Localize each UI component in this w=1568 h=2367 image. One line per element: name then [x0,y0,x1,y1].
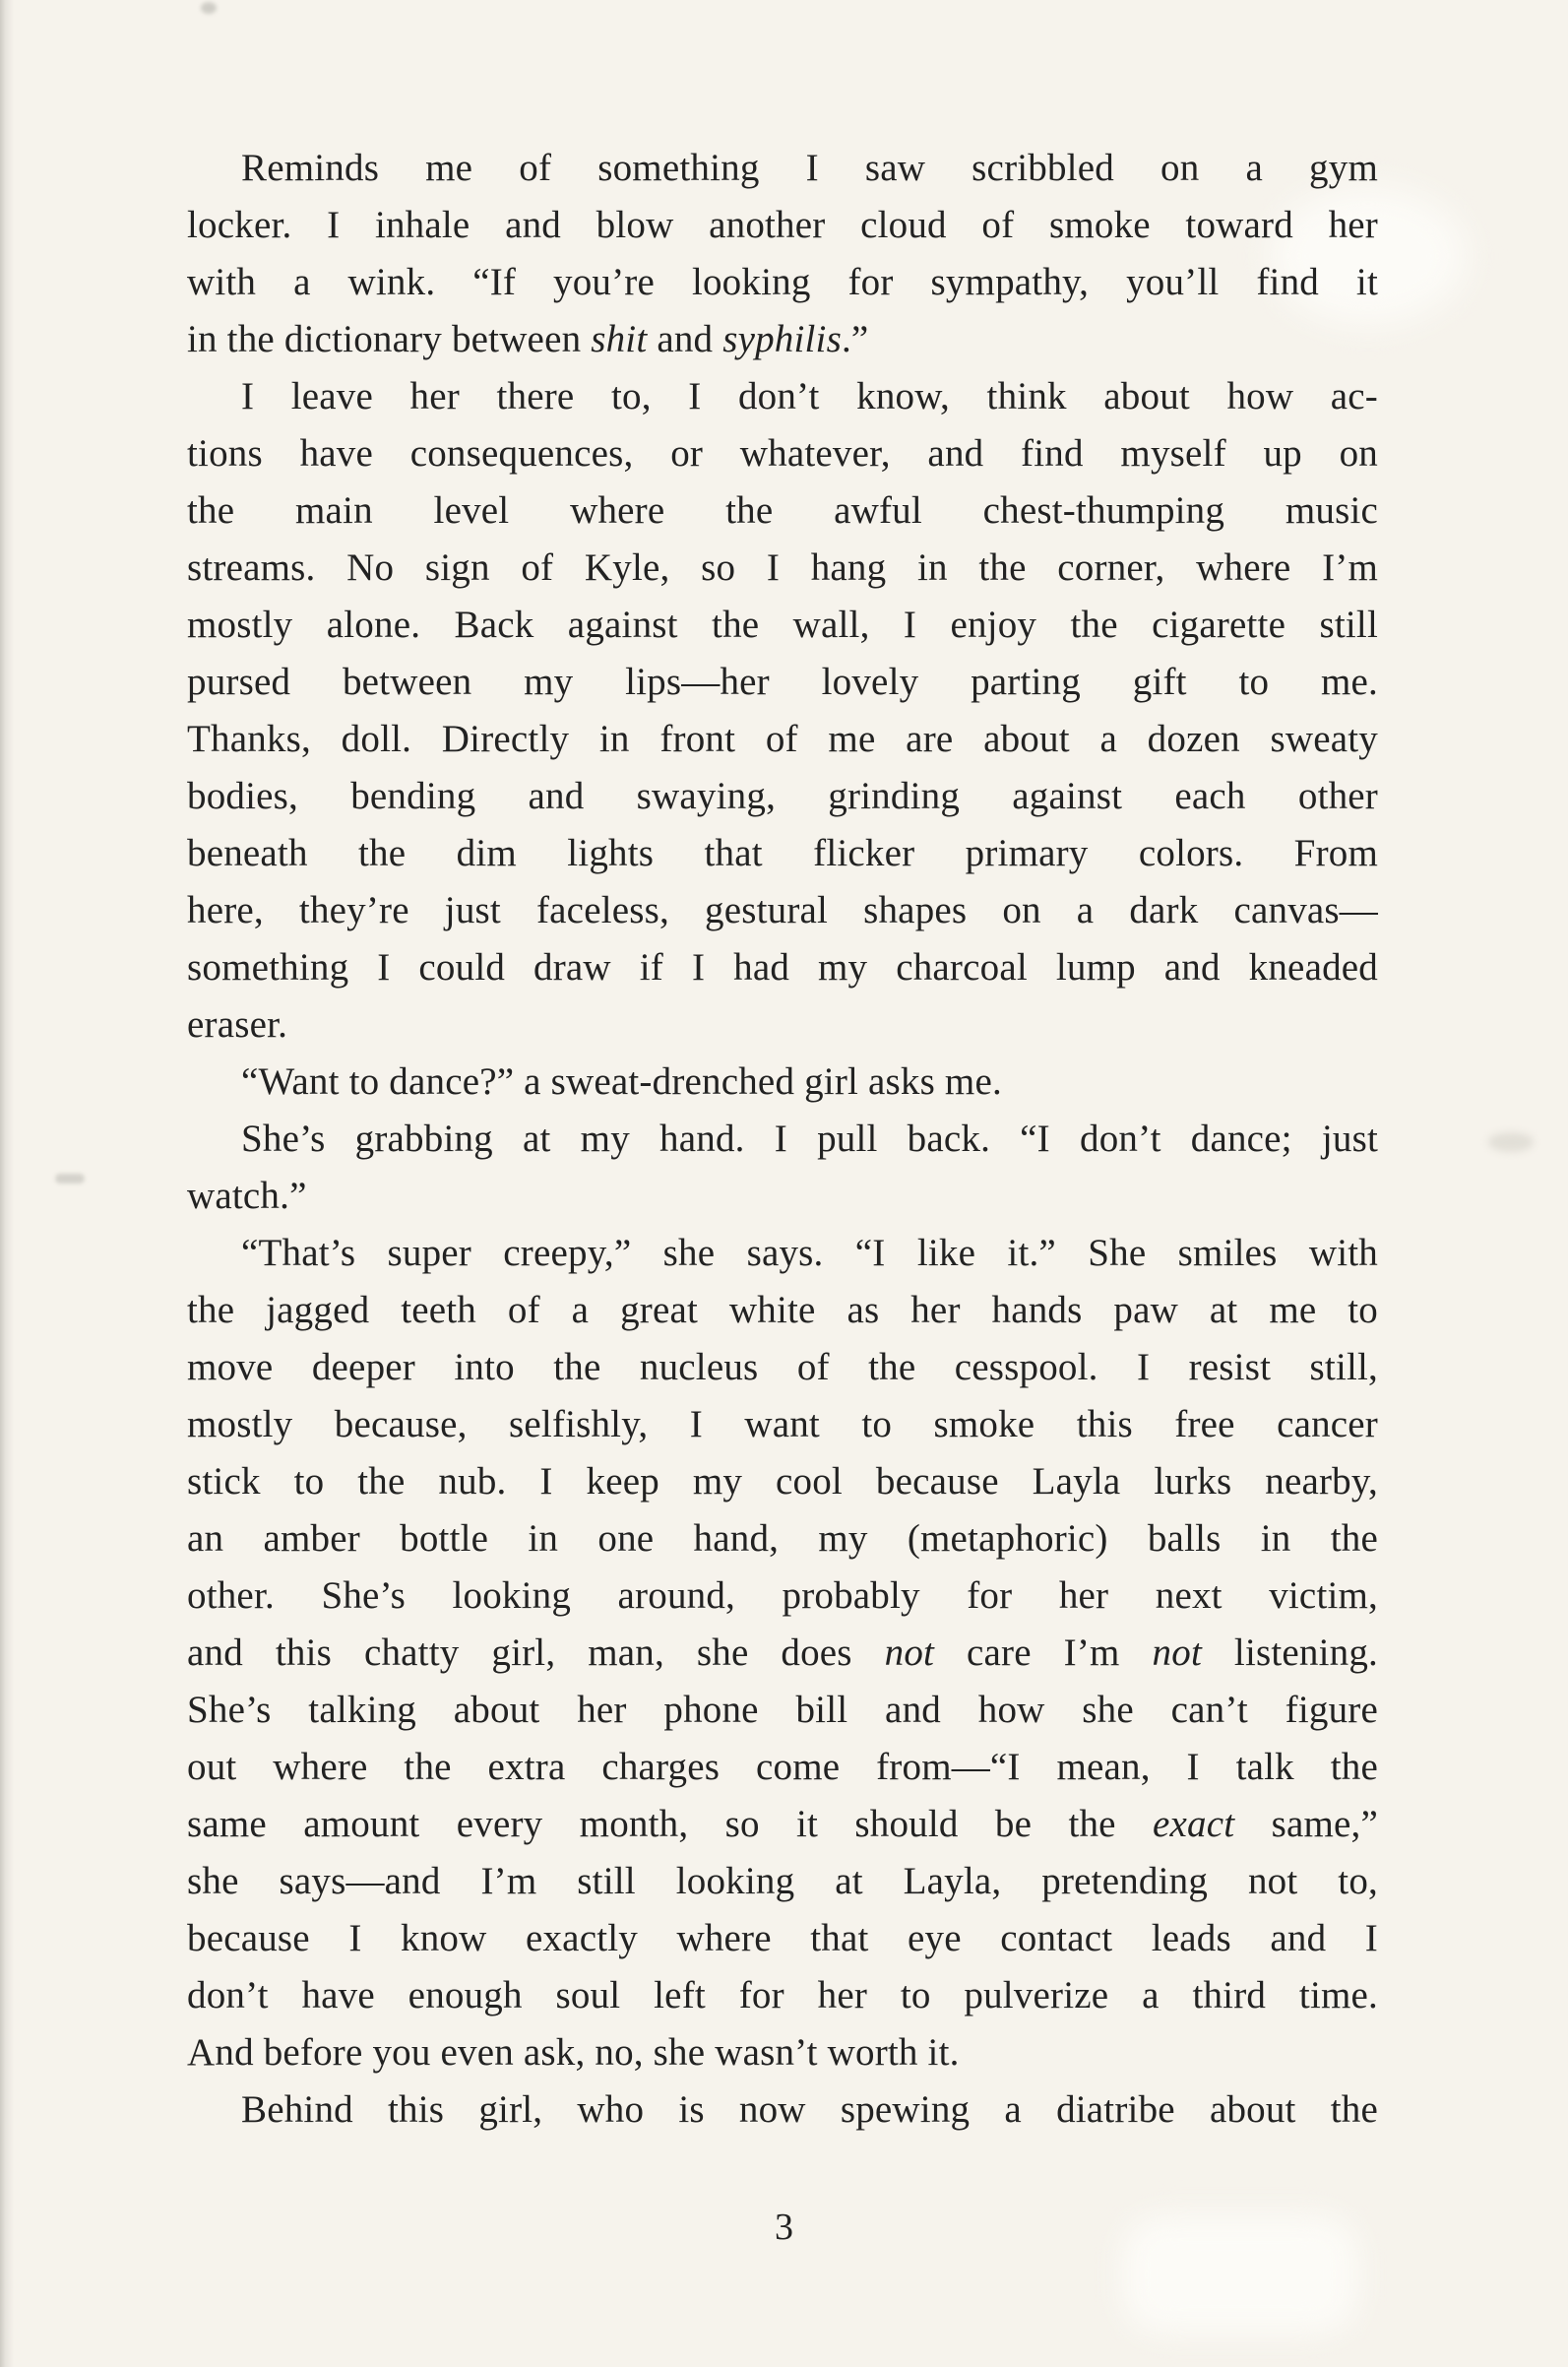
text-line: stick to the nub. I keep my cool because Layla lurks nearby, [187,1460,1378,1503]
text-line: the jagged teeth of a great white as her hands paw at me to [187,1289,1378,1331]
text-line: out where the extra charges come from—“I mean, I talk the [187,1746,1378,1788]
page-number: 3 [775,2207,793,2248]
body-text [187,140,1378,2139]
text-line: other. She’s looking around, probably for her next victim, [187,1574,1378,1617]
text-line: “Want to dance?” a sweat-drenched girl asks me. [241,1060,1002,1103]
text-line: watch.” [187,1175,307,1217]
text-line: the main level where the awful chest-thumping music [187,489,1378,532]
text-line: She’s grabbing at my hand. I pull back. “I don’t dance; just [241,1118,1378,1160]
text-line: Thanks, doll. Directly in front of me are about a dozen sweaty [187,718,1378,760]
text-line: Behind this girl, who is now spewing a diatribe about the [241,2088,1378,2131]
text-line: beneath the dim lights that flicker primary colors. From [187,832,1378,874]
text-line: streams. No sign of Kyle, so I hang in the corner, where I’m [187,546,1378,589]
scan-speck-artifact [201,2,217,14]
text-line: bodies, bending and swaying, grinding against each other [187,775,1378,817]
text-line: mostly alone. Back against the wall, I enjoy the cigarette still [187,604,1378,646]
text-line: locker. I inhale and blow another cloud of smoke toward her [187,204,1378,246]
text-line: And before you even ask, no, she wasn’t worth it. [187,2031,960,2074]
scan-edge-shadow [0,0,14,2367]
text-line: eraser. [187,1003,288,1046]
text-line: here, they’re just faceless, gestural shapes on a dark canvas— [187,889,1378,931]
text-line: Reminds me of something I saw scribbled on a gym [241,147,1378,189]
text-line: tions have consequences, or whatever, and find myself up on [187,432,1378,475]
text-line: because I know exactly where that eye contact leads and I [187,1917,1378,1959]
text-line: She’s talking about her phone bill and how she can’t figure [187,1689,1378,1731]
text-line: an amber bottle in one hand, my (metaphoric) balls in the [187,1517,1378,1560]
text-line: she says—and I’m still looking at Layla, pretending not to, [187,1860,1378,1902]
text-line: “That’s super creepy,” she says. “I like it.” She smiles with [241,1232,1378,1274]
text-line: don’t have enough soul left for her to pulverize a third time. [187,1974,1378,2016]
text-line: same amount every month, so it should be the exact same,” [187,1803,1378,1845]
text-line: pursed between my lips—her lovely parting gift to me. [187,661,1378,703]
text-line: move deeper into the nucleus of the cesspool. I resist still, [187,1346,1378,1388]
text-line: with a wink. “If you’re looking for sympathy, you’ll find it [187,261,1378,303]
scan-smudge-artifact [1488,1132,1534,1152]
text-line: mostly because, selfishly, I want to smoke this free cancer [187,1403,1378,1445]
scan-smudge-artifact [55,1174,85,1184]
text-line: something I could draw if I had my charcoal lump and kneaded [187,946,1378,989]
text-line: I leave her there to, I don’t know, think about how ac- [241,375,1378,417]
text-line: and this chatty girl, man, she does not care I’m not listening. [187,1631,1379,1674]
text-line: in the dictionary between shit and syphilis.” [187,318,869,360]
